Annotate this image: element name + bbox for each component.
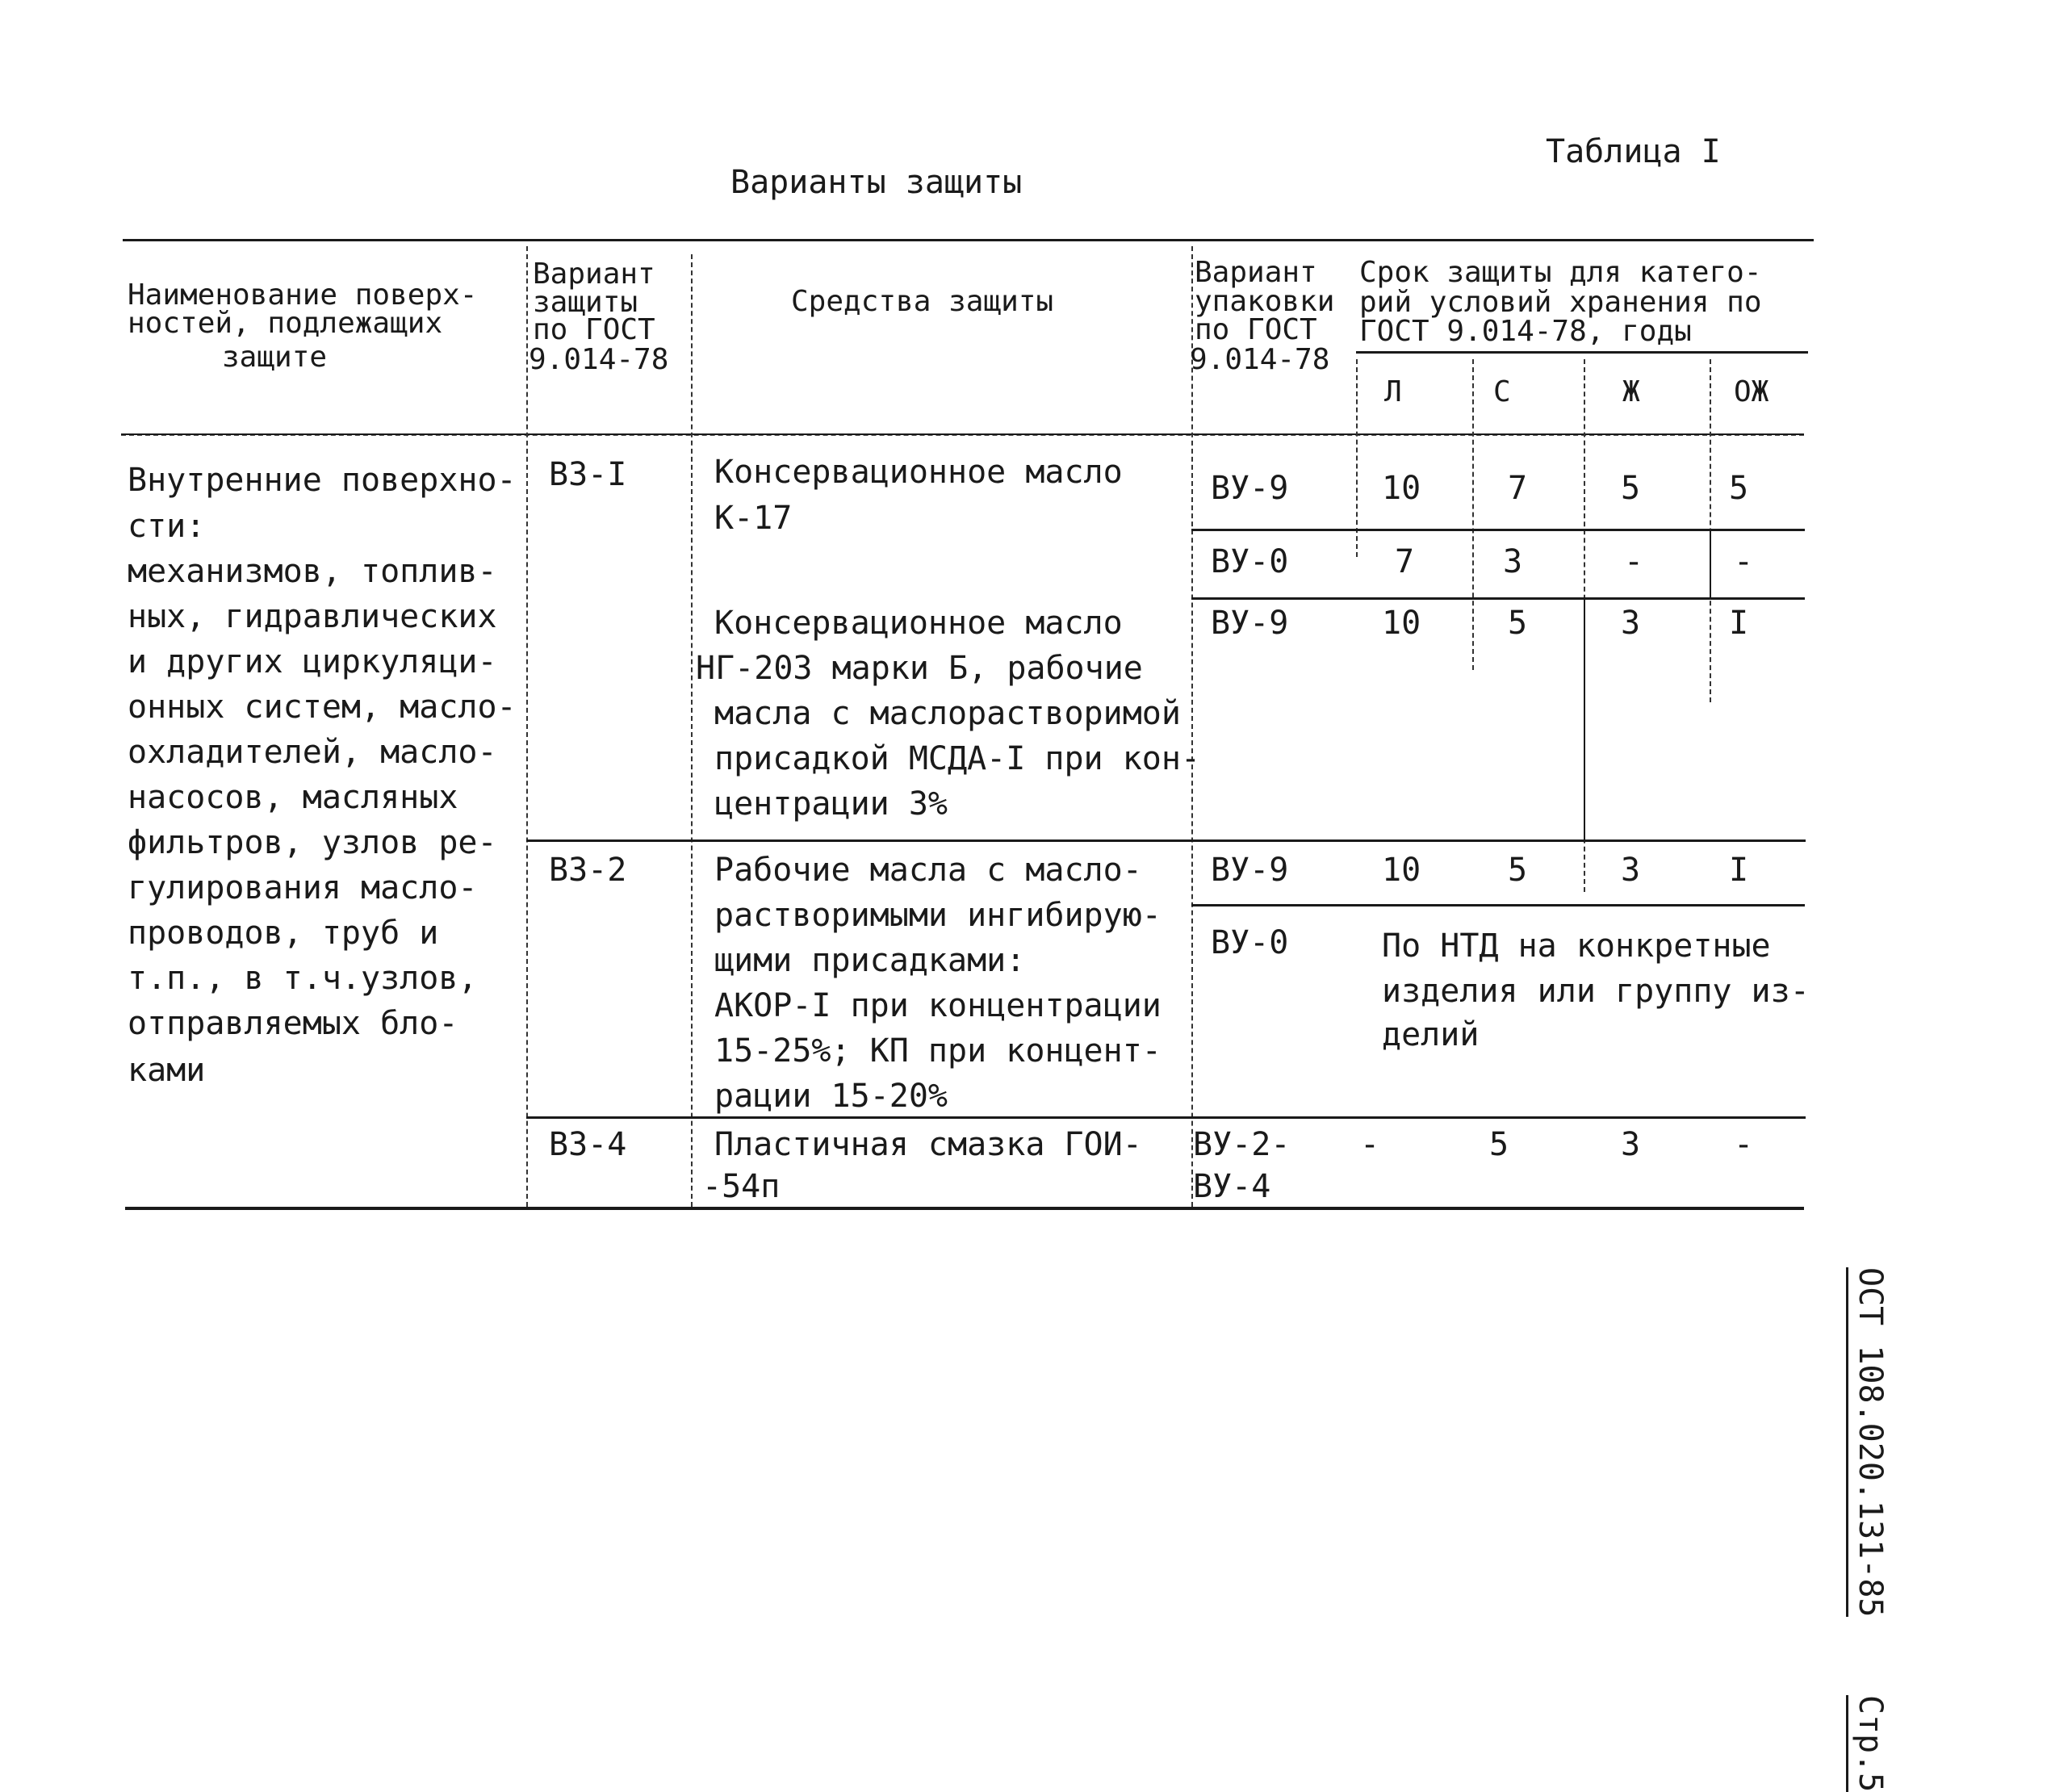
subheader-L: Л (1384, 375, 1402, 408)
header-bottom-solid (121, 433, 1804, 435)
means-line: растворимыми ингибирую- (714, 897, 1162, 934)
table-top-rule (123, 239, 1814, 241)
term-L: 10 (1382, 605, 1421, 642)
term-OZh: - (1734, 543, 1754, 580)
header-pack-4: 9.014-78 (1190, 343, 1330, 376)
term-OZh: - (1734, 1126, 1754, 1163)
means-line: центрации 3% (714, 785, 948, 823)
header-pack-3: по ГОСТ (1195, 313, 1317, 346)
vline-6-solid (1710, 529, 1711, 597)
surface-line: фильтров, узлов ре- (128, 824, 497, 861)
header-means: Средства защиты (791, 285, 1054, 318)
surface-line: механизмов, топлив- (128, 553, 497, 590)
vline-3 (1191, 246, 1193, 1207)
term-OZh: I (1729, 605, 1749, 642)
term-L: 7 (1395, 543, 1415, 580)
note-line: изделия или группу из- (1382, 973, 1810, 1010)
means-line: щими присадками: (714, 942, 1026, 979)
term-OZh: 5 (1729, 470, 1749, 507)
variant-vz2: ВЗ-2 (549, 852, 627, 889)
subheader-Zh: Ж (1622, 375, 1640, 408)
note-line: делий (1382, 1016, 1480, 1053)
surface-line: онных систем, масло- (128, 689, 517, 726)
term-Zh: - (1624, 543, 1644, 580)
pack-cell: ВУ-4 (1193, 1168, 1271, 1205)
means-line: -54п (702, 1168, 781, 1205)
surface-line: отправляемых бло- (128, 1005, 458, 1042)
means-line: Консервационное масло (714, 605, 1123, 642)
means-line: 15-25%; КП при концент- (714, 1032, 1162, 1070)
means-line: рации 15-20% (714, 1078, 948, 1115)
table-label: Таблица I (1546, 133, 1721, 170)
header-variant-4: 9.014-78 (529, 343, 669, 376)
rule-vu0b-top (1191, 904, 1805, 906)
rule-vu9b-top (1191, 597, 1805, 600)
means-line: масла с маслорастворимой (714, 695, 1181, 732)
note-line: По НТД на конкретные (1382, 927, 1771, 965)
pack-cell: ВУ-2- (1193, 1126, 1291, 1163)
means-line: Консервационное масло (714, 454, 1123, 491)
surface-line: Внутренние поверхно- (128, 462, 517, 499)
vline-2 (691, 254, 693, 1207)
side-code: ОСТ 108.020.131-85 (1846, 1267, 1889, 1617)
term-OZh: I (1729, 852, 1749, 889)
header-surface-2: ностей, подлежащих (128, 307, 443, 340)
rule-vu0-top (1191, 529, 1805, 531)
means-line: К-17 (714, 500, 793, 537)
term-L: 10 (1382, 470, 1421, 507)
subheader-S: С (1493, 375, 1511, 408)
surface-line: т.п., в т.ч.узлов, (128, 960, 478, 997)
table-bottom-rule (125, 1207, 1804, 1210)
term-Zh: 5 (1621, 470, 1641, 507)
surface-line: ных, гидравлических (128, 598, 497, 635)
header-variant-1: Вариант (533, 257, 655, 291)
subheader-rule (1356, 351, 1808, 354)
header-variant-2: защиты (533, 286, 638, 319)
vline-4 (1356, 359, 1358, 557)
means-line: НГ-203 марки Б, рабочие (696, 650, 1143, 687)
pack-cell: ВУ-0 (1211, 924, 1289, 961)
term-L: 10 (1382, 852, 1421, 889)
term-Zh: 3 (1621, 605, 1641, 642)
rule-vz4-top (526, 1116, 1806, 1119)
rule-vz2-top (526, 839, 1806, 842)
pack-cell: ВУ-9 (1211, 470, 1289, 507)
pack-cell: ВУ-9 (1211, 605, 1289, 642)
surface-line: сти: (128, 508, 206, 545)
term-S: 5 (1489, 1126, 1509, 1163)
side-stamp (1846, 1267, 1889, 1792)
header-variant-3: по ГОСТ (533, 313, 655, 346)
header-surface-1: Наименование поверх- (128, 278, 478, 312)
term-S: 3 (1503, 543, 1523, 580)
vline-5 (1472, 359, 1474, 670)
vline-5-solid (1584, 597, 1585, 839)
subheader-OZh: ОЖ (1734, 375, 1769, 408)
means-line: АКОР-I при концентрации (714, 987, 1162, 1024)
means-line: присадкой МСДА-I при кон- (714, 740, 1201, 777)
surface-line: насосов, масляных (128, 779, 458, 816)
header-pack-2: упаковки (1195, 285, 1335, 318)
vline-1 (526, 246, 528, 1207)
surface-line: проводов, труб и (128, 915, 439, 952)
term-S: 7 (1508, 470, 1528, 507)
term-Zh: 3 (1621, 852, 1641, 889)
term-L: - (1360, 1126, 1380, 1163)
surface-line: ками (128, 1052, 206, 1089)
surface-line: гулирования масло- (128, 869, 478, 906)
variant-vz4: ВЗ-4 (549, 1126, 627, 1163)
header-term-3: ГОСТ 9.014-78, годы (1359, 315, 1692, 348)
header-pack-1: Вариант (1195, 256, 1317, 289)
pack-cell: ВУ-9 (1211, 852, 1289, 889)
term-S: 5 (1508, 605, 1528, 642)
term-S: 5 (1508, 852, 1528, 889)
term-Zh: 3 (1621, 1126, 1641, 1163)
surface-line: и других циркуляци- (128, 643, 497, 680)
side-page: Стр.5 (1846, 1695, 1889, 1792)
table-title: Варианты защиты (730, 164, 1023, 201)
header-term-1: Срок защиты для катего- (1359, 256, 1762, 289)
header-term-2: рий условий хранения по (1359, 286, 1762, 319)
means-line: Пластичная смазка ГОИ- (714, 1126, 1142, 1163)
variant-vz1: ВЗ-I (549, 456, 627, 493)
means-line: Рабочие масла с масло- (714, 852, 1142, 889)
header-surface-3: защите (222, 341, 328, 374)
pack-cell: ВУ-0 (1211, 543, 1289, 580)
surface-line: охладителей, масло- (128, 734, 497, 771)
